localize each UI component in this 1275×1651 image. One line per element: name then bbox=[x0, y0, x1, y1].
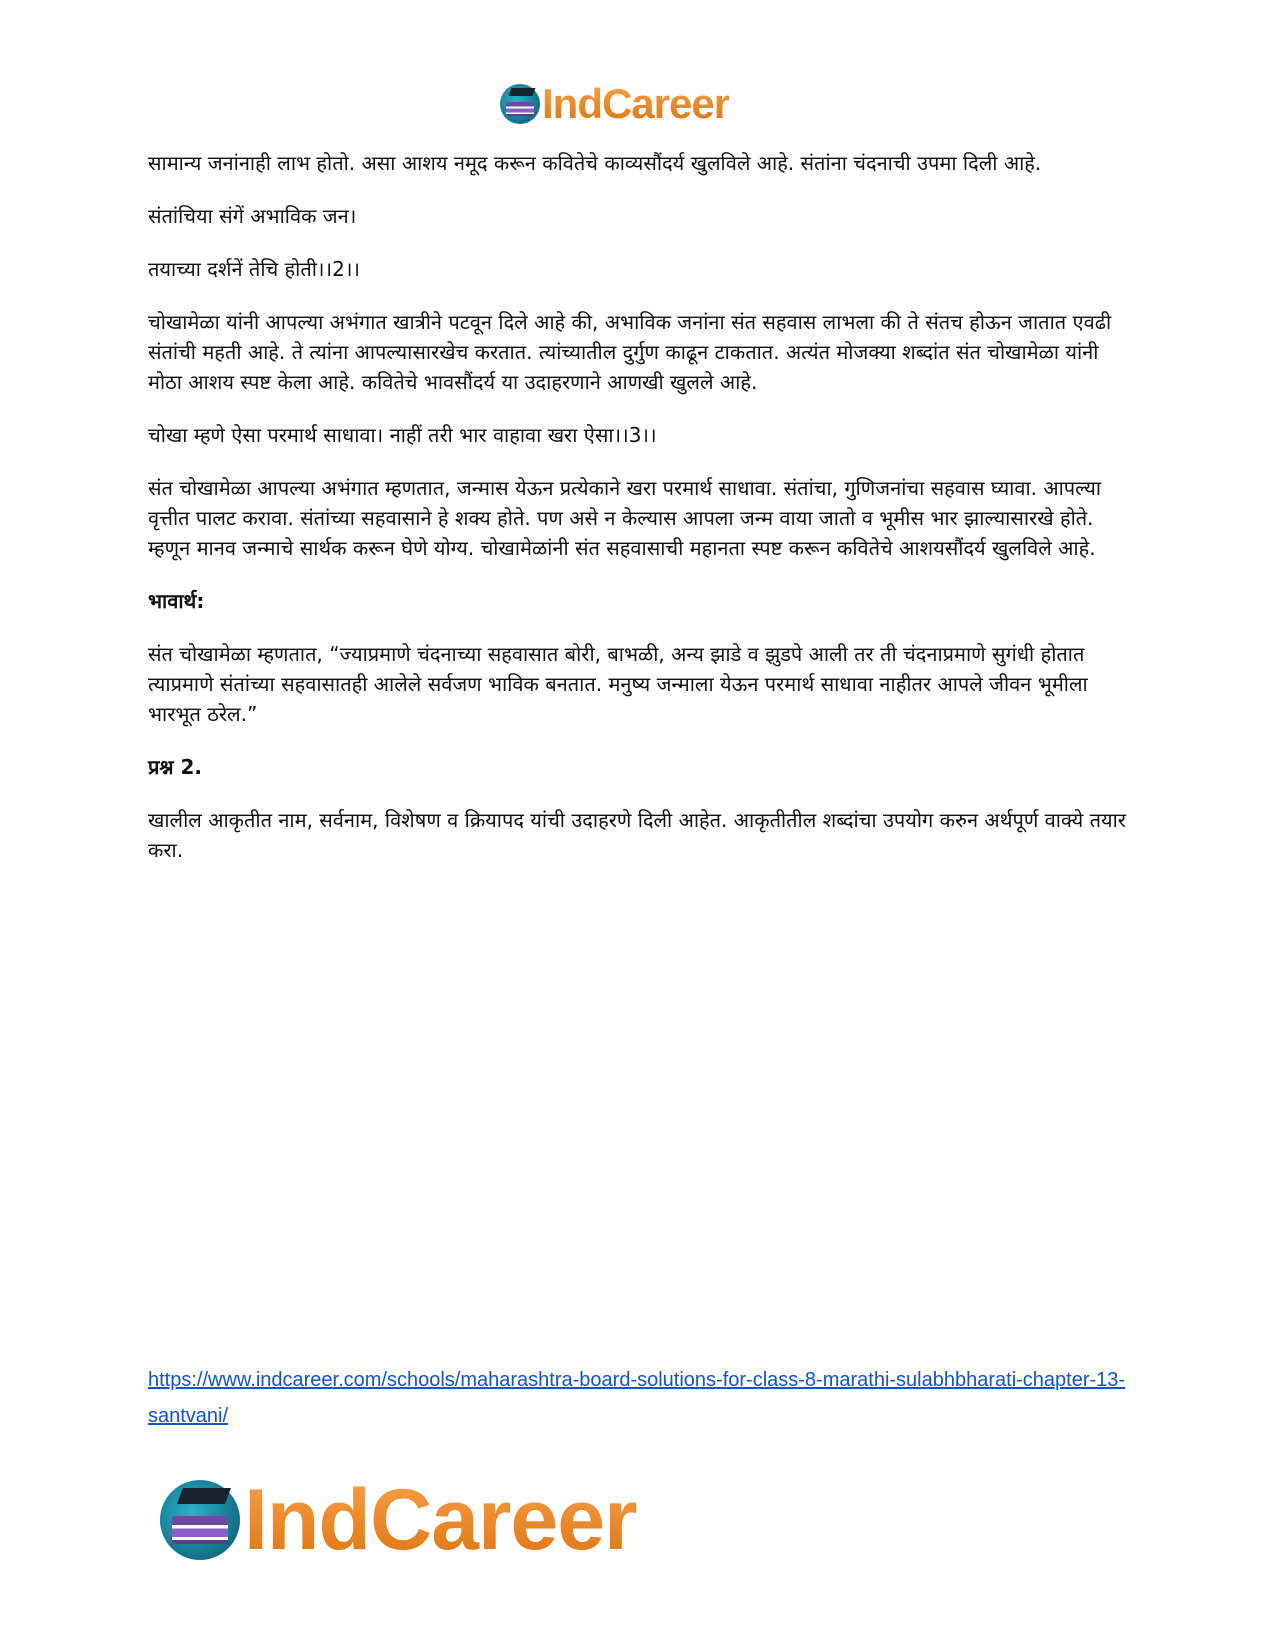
paragraph: सामान्य जनांनाही लाभ होतो. असा आशय नमूद करून कवितेचे काव्यसौंदर्य खुलविले आहे. संतांना चंदनाची उपमा दिली आहे. bbox=[148, 151, 1042, 175]
header-logo-text: IndCareer bbox=[542, 80, 730, 127]
section-heading: भावार्थ: bbox=[148, 589, 205, 613]
paragraph: संत चोखामेळा आपल्या अभंगात म्हणतात, जन्मास येऊन प्रत्येकाने खरा परमार्थ साधावा. संतांचा, गुणिजनांचा सहवास घ्यावा. आपल्या वृत्तीत पालट करावा. संतांच्या सहवासाने हे शक्य होते. पण असे न केल्यास आपला जन्म वाया जातो व भूमीस भार झाल्यासारखे होते. म्हणून मानव जन्माचे सार्थक करून घेणे योग्य. चोखामेळांनी संत सहवासाची महानता स्पष्ट करून कवितेचे आशयसौंदर्य खुलविले आहे. bbox=[148, 476, 1102, 560]
header-logo bbox=[500, 80, 729, 128]
verse-line: चोखा म्हणे ऐसा परमार्थ साधावा। नाहीं तरी भार वाहावा खरा ऐसा।।3।। bbox=[148, 423, 657, 447]
source-link[interactable]: https://www.indcareer.com/schools/maharashtra-board-solutions-for-class-8-marathi-sulabhbharati-chapter-13-santvani/ bbox=[148, 1369, 1126, 1427]
graduation-cap-books-icon bbox=[160, 1480, 240, 1560]
question-heading: प्रश्न 2. bbox=[148, 755, 202, 779]
graduation-cap-books-icon bbox=[500, 84, 540, 124]
verse-line: तयाच्या दर्शनें तेचि होती।।2।। bbox=[148, 257, 360, 281]
verse-line: संतांचिया संगें अभाविक जन। bbox=[148, 204, 357, 228]
paragraph: संत चोखामेळा म्हणतात, “ज्याप्रमाणे चंदनाच्या सहवासात बोरी, बाभळी, अन्य झाडे व झुडपे आली तर ती चंदनाप्रमाणे सुगंधी होतात त्याप्रमाणे संतांच्या सहवासातही आलेले सर्वजण भाविक बनतात. मनुष्य जन्माला येऊन परमार्थ साधावा नाहीतर आपले जीवन भूमीला भारभूत ठरेल.” bbox=[148, 642, 1088, 726]
document-body bbox=[148, 148, 1128, 888]
footer-logo-text: IndCareer bbox=[244, 1472, 637, 1568]
footer-logo bbox=[160, 1470, 637, 1570]
paragraph: खालील आकृतीत नाम, सर्वनाम, विशेषण व क्रियापद यांची उदाहरणे दिली आहेत. आकृतीतील शब्दांचा उपयोग करुन अर्थपूर्ण वाक्ये तयार करा. bbox=[148, 808, 1126, 862]
paragraph: चोखामेळा यांनी आपल्या अभंगात खात्रीने पटवून दिले आहे की, अभाविक जनांना संत सहवास लाभला की ते संतच होऊन जातात एवढी संतांची महती आहे. ते त्यांना आपल्यासारखेच करतात. त्यांच्यातील दुर्गुण काढून टाकतात. अत्यंत मोजक्या शब्दांत संत चोखामेळा यांनी मोठा आशय स्पष्ट केला आहे. कवितेचे भावसौंदर्य या उदाहरणाने आणखी खुलले आहे. bbox=[148, 310, 1112, 394]
